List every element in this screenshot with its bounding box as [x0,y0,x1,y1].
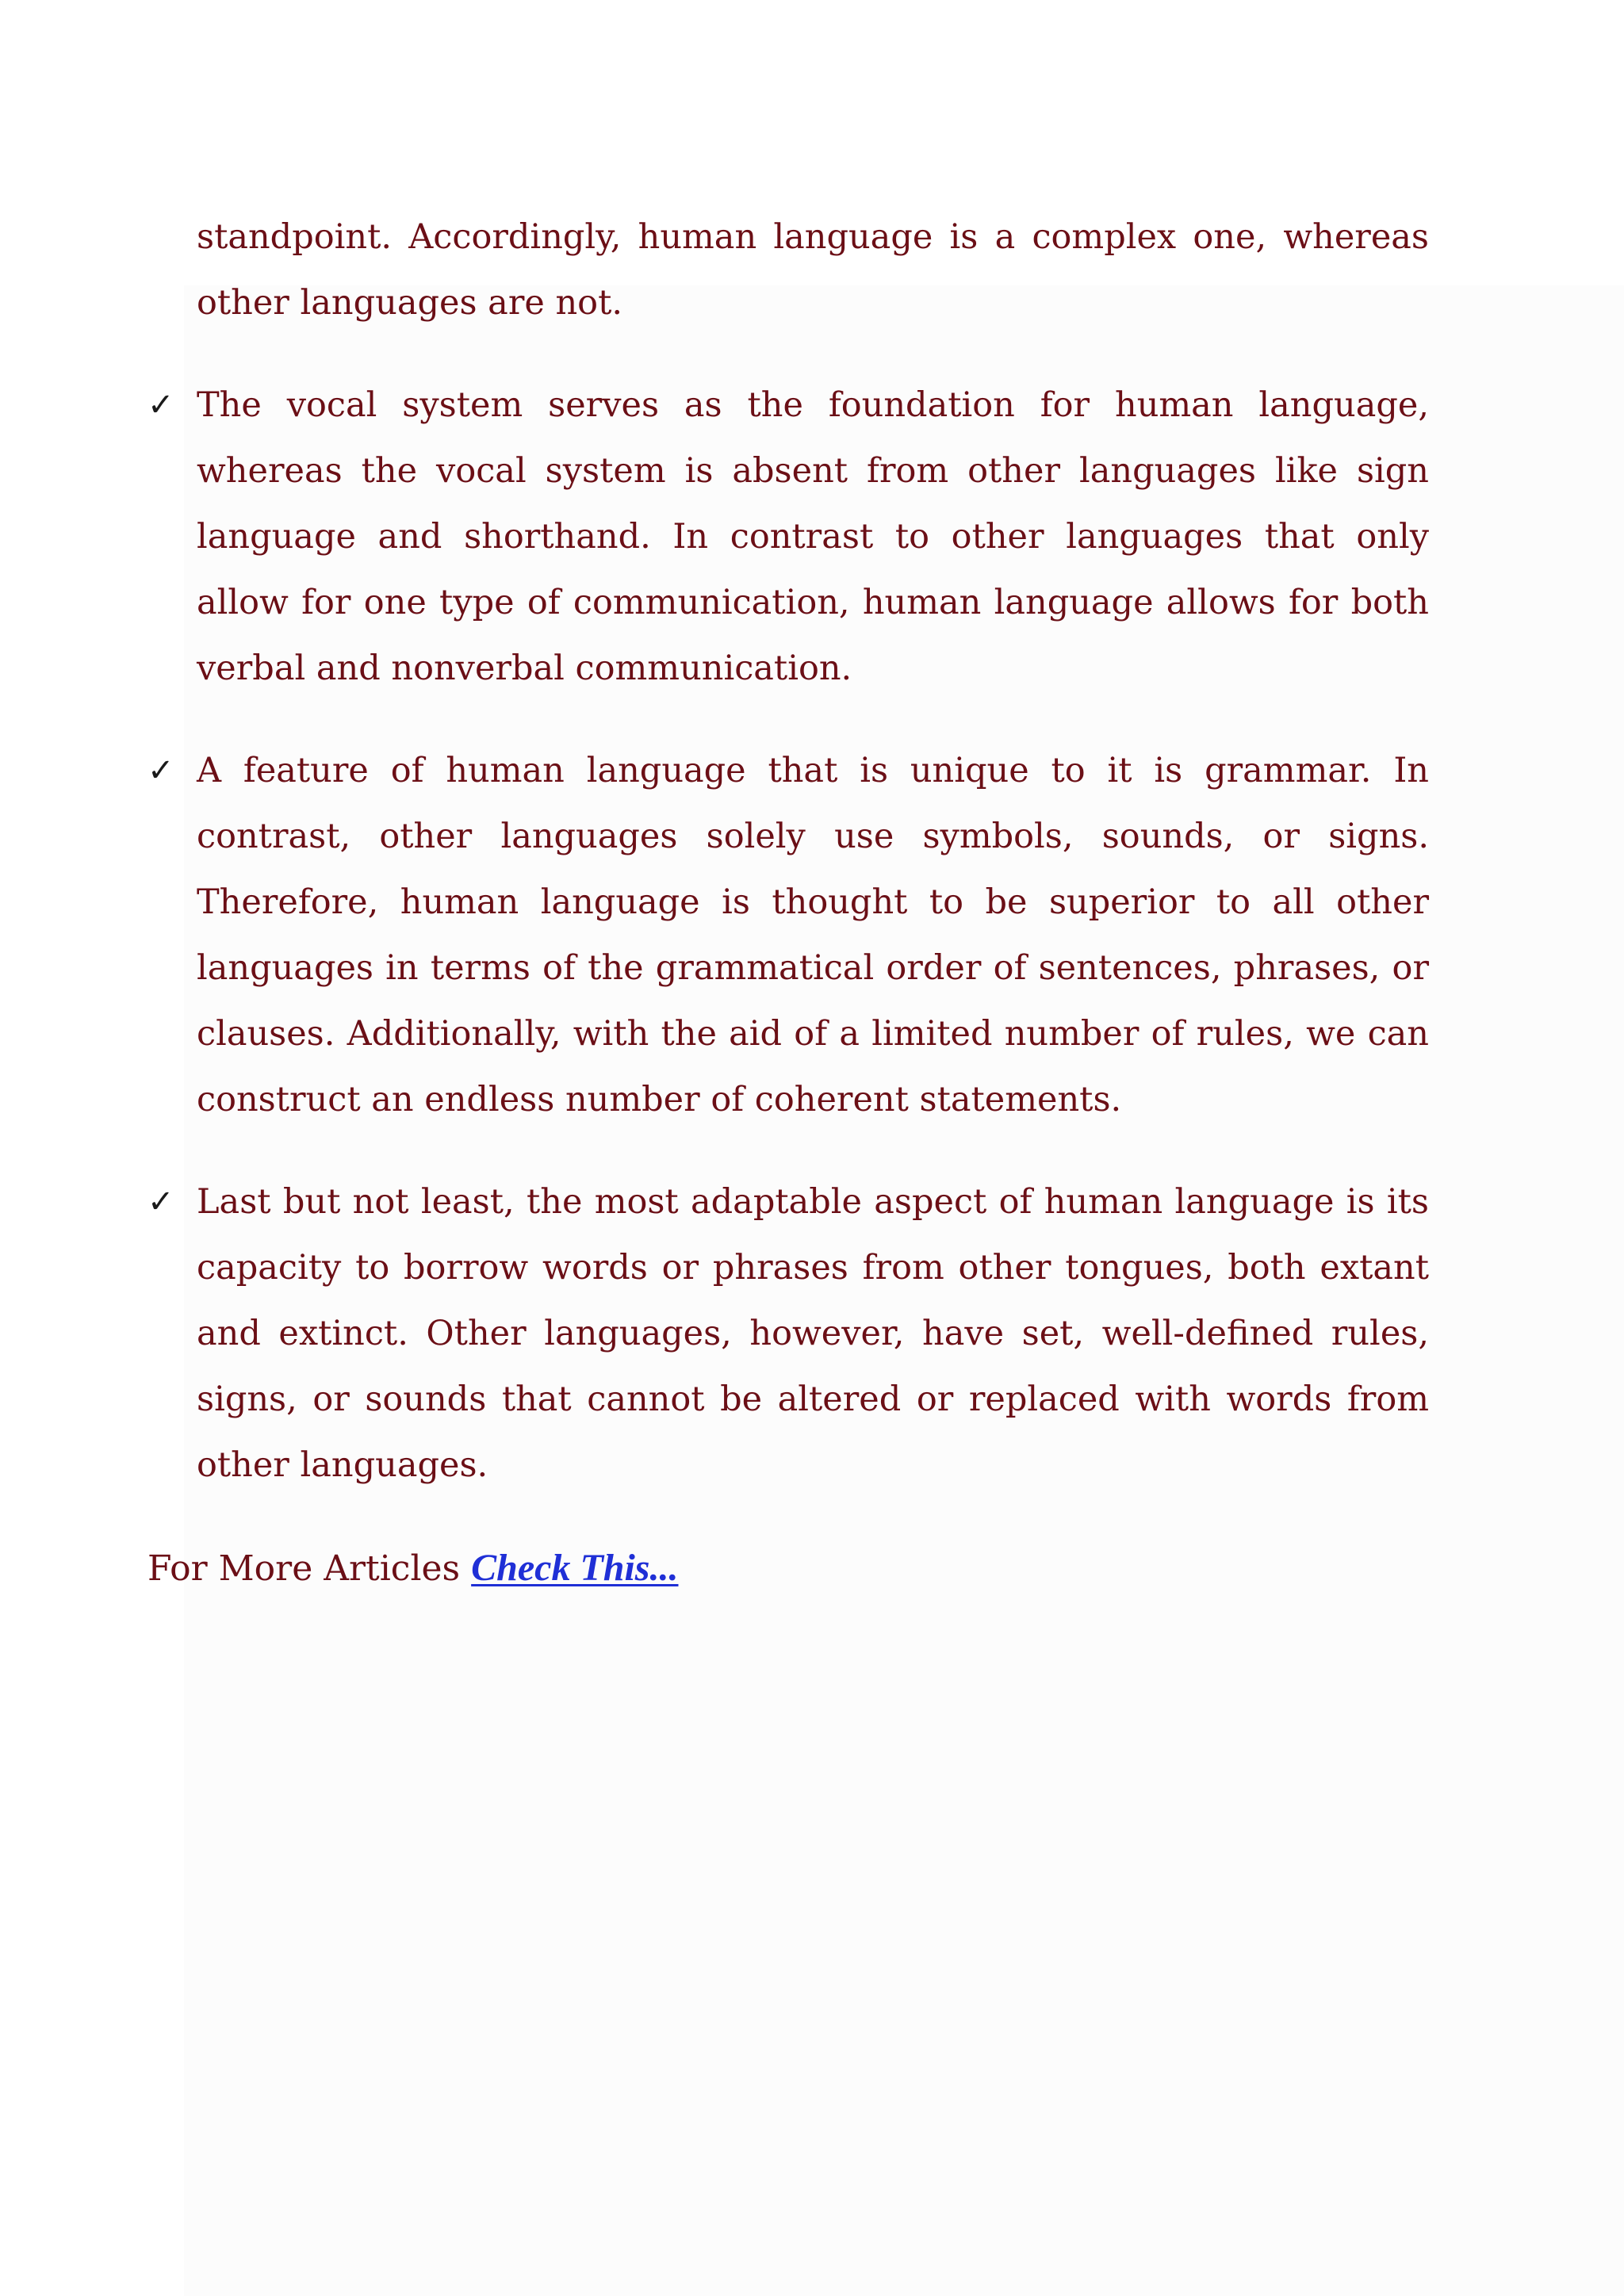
check-icon: ✓ [147,387,174,423]
bullet-text: Last but not least, the most adaptable aspect of human language is its capacity to borrow words or phrases from other tongues, both extant and extinct. Other languages, however, have set, well-defined rules, signs, or sounds that cannot be altered or replaced with words from other languages. [197,1182,1429,1485]
bullet-item-vocal-system [147,373,1429,702]
bullet-text: The vocal system serves as the foundation for human language, whereas the vocal system is absent from other languages like sign language and shorthand. In contrast to other languages that only allow for one type of communication, human language allows for both verbal and nonverbal communication. [197,385,1429,688]
document-body [147,205,1429,1601]
more-articles-line [147,1535,1429,1601]
more-articles-prefix: For More Articles [147,1548,472,1589]
continuation-paragraph: standpoint. Accordingly, human language is a complex one, whereas other languages are not. [197,217,1429,323]
check-this-link[interactable]: Check This... [471,1547,679,1589]
bullet-item-grammar [147,738,1429,1133]
check-icon: ✓ [147,1184,174,1220]
bullet-item-borrowing [147,1169,1429,1498]
bullet-text: A feature of human language that is unique to it is grammar. In contrast, other languages solely use symbols, sounds, or signs. Therefore, human language is thought to be superior to all other languages in terms of the grammatical order of sentences, phrases, or clauses. Additionally, with the aid of a limited number of rules, we can construct an endless number of coherent statements. [197,751,1429,1119]
check-icon: ✓ [147,752,174,789]
